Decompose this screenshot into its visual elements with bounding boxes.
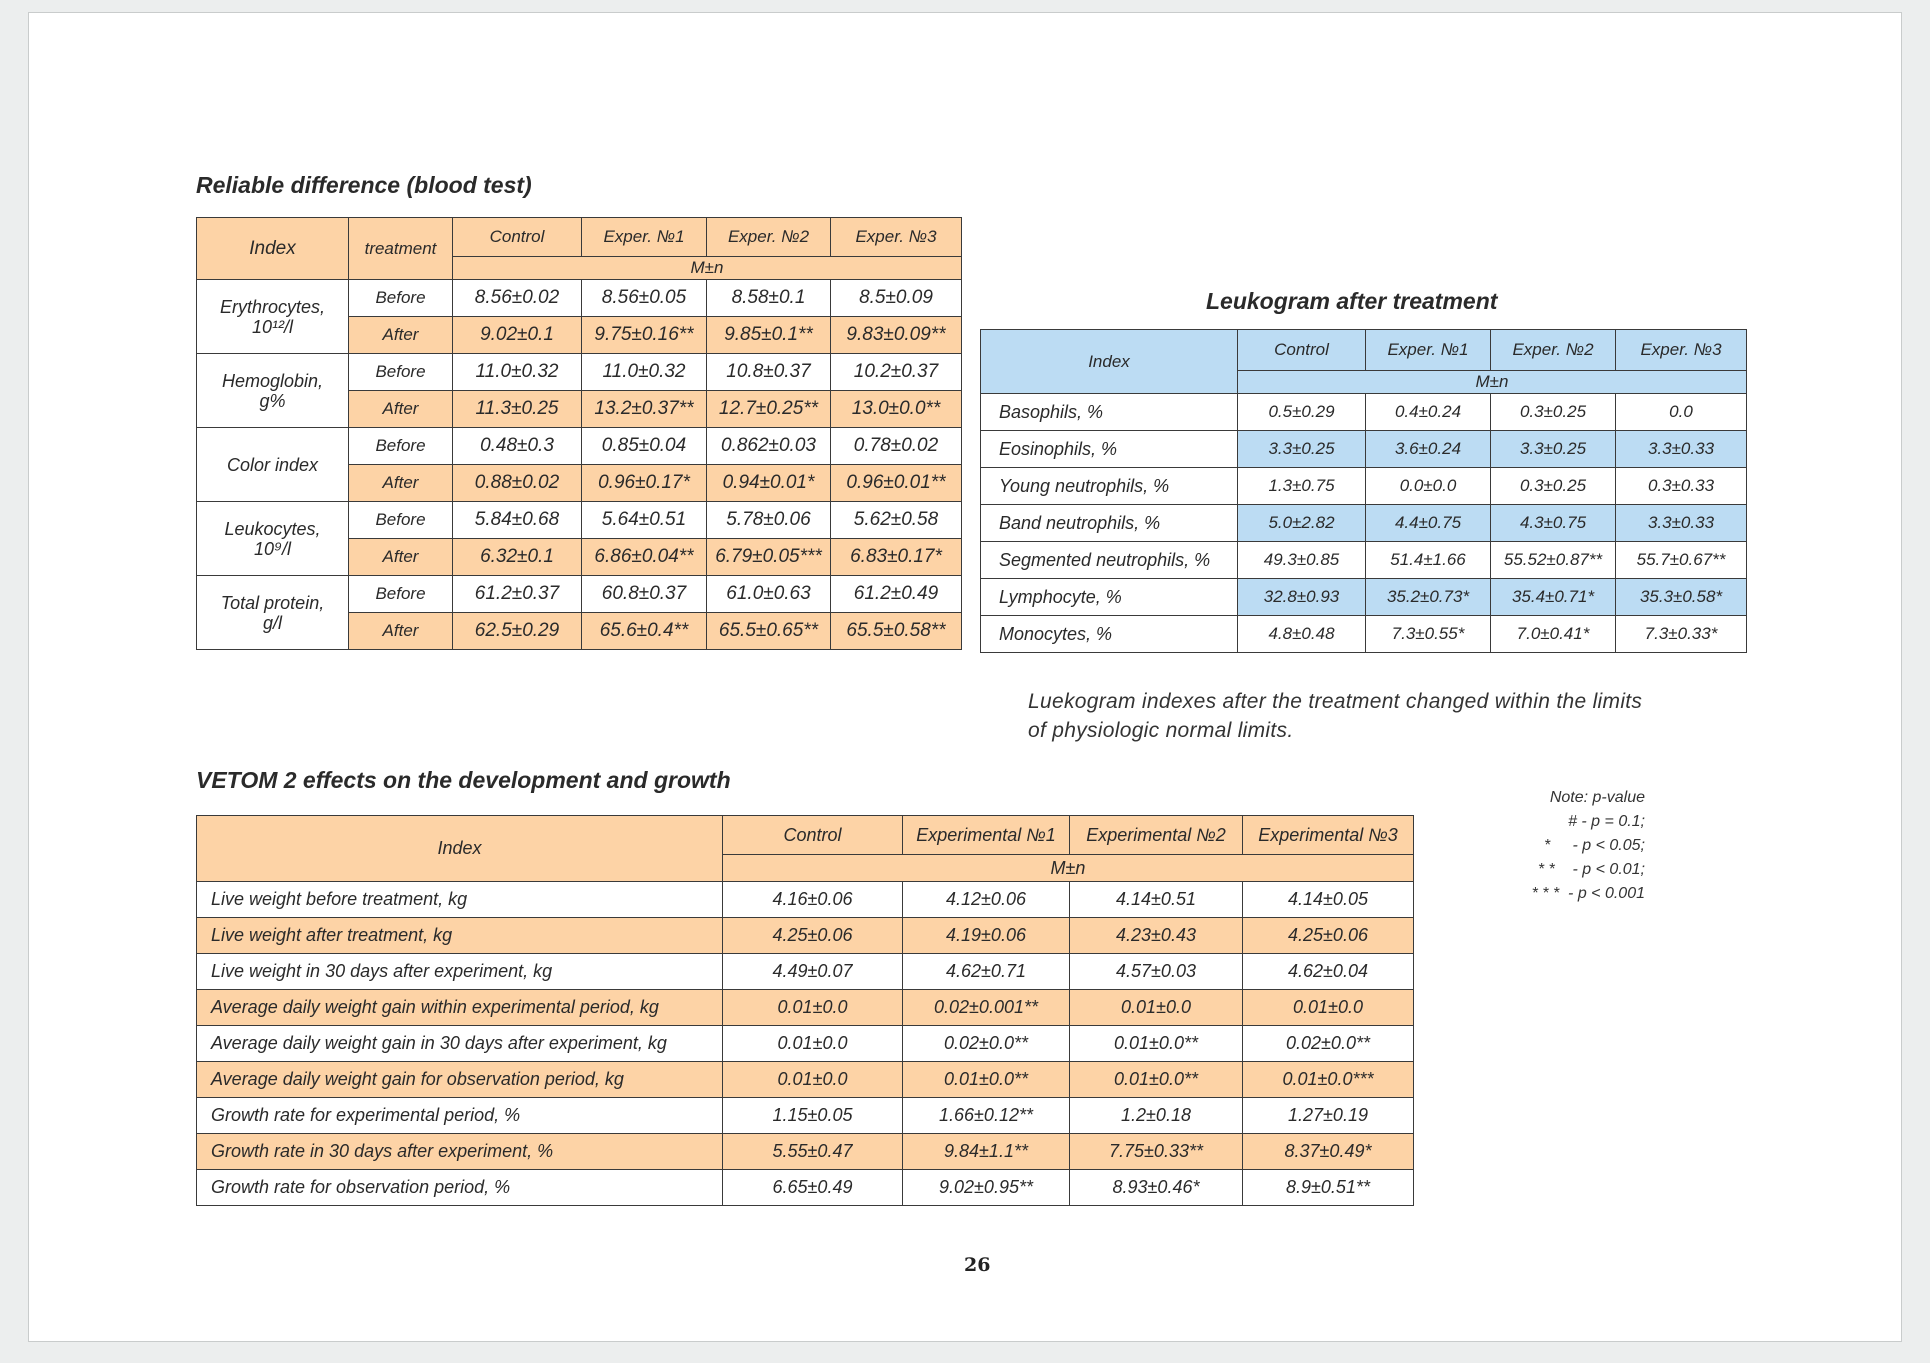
value-cell: 0.01±0.0 [723, 1062, 903, 1098]
leuko-row [981, 616, 1747, 653]
index-label-line: Hemoglobin, [221, 370, 324, 391]
value-cell: 1.3±0.75 [1238, 468, 1366, 505]
value-cell: 0.78±0.02 [831, 428, 962, 465]
value-cell: 12.7±0.25** [707, 391, 831, 428]
leuko-header-row [981, 330, 1747, 371]
row-label: Lymphocyte, % [981, 579, 1238, 616]
value-cell: 61.0±0.63 [707, 576, 831, 613]
treatment-before: Before [349, 502, 453, 539]
value-cell: 11.3±0.25 [453, 391, 582, 428]
value-cell: 6.65±0.49 [723, 1170, 903, 1206]
value-cell: 5.64±0.51 [582, 502, 707, 539]
treatment-before: Before [349, 576, 453, 613]
value-cell: 0.01±0.0 [1243, 990, 1414, 1026]
value-cell: 3.6±0.24 [1366, 431, 1491, 468]
treatment-after: After [349, 465, 453, 502]
treatment-after: After [349, 539, 453, 576]
value-cell: 9.84±1.1** [903, 1134, 1070, 1170]
value-cell: 4.62±0.04 [1243, 954, 1414, 990]
header-col: Control [1238, 330, 1366, 371]
value-cell: 65.5±0.58** [831, 613, 962, 650]
note-line: # - p = 0.1; [1568, 813, 1645, 830]
value-cell: 6.86±0.04** [582, 539, 707, 576]
value-cell: 0.96±0.17* [582, 465, 707, 502]
blood-header-row [197, 218, 962, 257]
treatment-after: After [349, 391, 453, 428]
value-cell: 62.5±0.29 [453, 613, 582, 650]
row-index-label [197, 428, 349, 502]
value-cell: 9.02±0.1 [453, 317, 582, 354]
value-cell: 4.19±0.06 [903, 918, 1070, 954]
value-cell: 1.27±0.19 [1243, 1098, 1414, 1134]
leuko-row [981, 394, 1747, 431]
header-col: Exper. №2 [1491, 330, 1616, 371]
blood-row-before [197, 354, 962, 391]
value-cell: 6.83±0.17* [831, 539, 962, 576]
value-cell: 3.3±0.25 [1491, 431, 1616, 468]
leuko-row [981, 542, 1747, 579]
vetom-row [197, 1098, 1414, 1134]
value-cell: 32.8±0.93 [1238, 579, 1366, 616]
row-label: Growth rate for observation period, % [197, 1170, 723, 1206]
value-cell: 4.14±0.51 [1070, 882, 1243, 918]
index-label-line: g/l [262, 612, 282, 633]
index-label-line: Erythrocytes, [219, 296, 326, 317]
leuko-row [981, 468, 1747, 505]
value-cell: 0.88±0.02 [453, 465, 582, 502]
leuko-row [981, 505, 1747, 542]
blood-row-before [197, 576, 962, 613]
value-cell: 0.5±0.29 [1238, 394, 1366, 431]
value-cell: 4.8±0.48 [1238, 616, 1366, 653]
vetom-row [197, 1134, 1414, 1170]
value-cell: 6.32±0.1 [453, 539, 582, 576]
value-cell: 0.01±0.0** [1070, 1026, 1243, 1062]
row-index-label [197, 576, 349, 650]
value-cell: 1.15±0.05 [723, 1098, 903, 1134]
header-unit: M±n [723, 855, 1414, 882]
value-cell: 0.48±0.3 [453, 428, 582, 465]
value-cell: 11.0±0.32 [453, 354, 582, 391]
value-cell: 0.01±0.0** [1070, 1062, 1243, 1098]
index-label-line: Leukocytes, [224, 518, 321, 539]
note-line: * - p < 0.05; [1544, 837, 1645, 854]
value-cell: 8.56±0.05 [582, 280, 707, 317]
index-label-line: Total protein, [220, 592, 325, 613]
value-cell: 7.3±0.33* [1616, 616, 1747, 653]
row-label: Live weight in 30 days after experiment, kg [197, 954, 723, 990]
value-cell: 8.5±0.09 [831, 280, 962, 317]
blood-row-before [197, 280, 962, 317]
header-index: Index [981, 330, 1238, 394]
value-cell: 10.2±0.37 [831, 354, 962, 391]
value-cell: 0.01±0.0*** [1243, 1062, 1414, 1098]
paragraph-line: Luekogram indexes after the treatment changed within the limits [1028, 690, 1643, 713]
note-line: Note: p-value [1549, 789, 1645, 806]
value-cell: 8.56±0.02 [453, 280, 582, 317]
row-label: Young neutrophils, % [981, 468, 1238, 505]
header-col: Exper. №3 [1616, 330, 1747, 371]
leuko-row [981, 431, 1747, 468]
value-cell: 35.3±0.58* [1616, 579, 1747, 616]
value-cell: 5.84±0.68 [453, 502, 582, 539]
value-cell: 0.01±0.0 [723, 1026, 903, 1062]
blood-row-before [197, 502, 962, 539]
value-cell: 5.62±0.58 [831, 502, 962, 539]
header-unit: M±n [1238, 371, 1747, 394]
row-label: Eosinophils, % [981, 431, 1238, 468]
value-cell: 65.6±0.4** [582, 613, 707, 650]
header-col: Exper. №1 [1366, 330, 1491, 371]
leukogram-summary-paragraph [1028, 687, 1642, 745]
vetom-row [197, 990, 1414, 1026]
vetom-growth-table [196, 815, 1414, 1206]
row-label: Monocytes, % [981, 616, 1238, 653]
value-cell: 7.75±0.33** [1070, 1134, 1243, 1170]
blood-table-title: Reliable difference (blood test) [196, 172, 532, 198]
value-cell: 0.3±0.33 [1616, 468, 1747, 505]
value-cell: 61.2±0.37 [453, 576, 582, 613]
header-index: Index [197, 218, 349, 280]
value-cell: 5.0±2.82 [1238, 505, 1366, 542]
value-cell: 8.58±0.1 [707, 280, 831, 317]
treatment-after: After [349, 317, 453, 354]
value-cell: 3.3±0.33 [1616, 431, 1747, 468]
value-cell: 9.75±0.16** [582, 317, 707, 354]
index-label-line: Color index [226, 454, 319, 475]
value-cell: 60.8±0.37 [582, 576, 707, 613]
vetom-row [197, 918, 1414, 954]
value-cell: 0.02±0.0** [1243, 1026, 1414, 1062]
value-cell: 4.12±0.06 [903, 882, 1070, 918]
header-col: Exper. №2 [707, 218, 831, 257]
value-cell: 8.9±0.51** [1243, 1170, 1414, 1206]
value-cell: 0.85±0.04 [582, 428, 707, 465]
value-cell: 0.0 [1616, 394, 1747, 431]
treatment-before: Before [349, 354, 453, 391]
vetom-table-title: VETOM 2 effects on the development and growth [196, 767, 731, 793]
leukogram-table-title: Leukogram after treatment [1206, 288, 1498, 314]
row-label: Live weight after treatment, kg [197, 918, 723, 954]
treatment-before: Before [349, 428, 453, 465]
header-col: Control [453, 218, 582, 257]
value-cell: 6.79±0.05*** [707, 539, 831, 576]
header-col: Exper. №1 [582, 218, 707, 257]
leukogram-table [980, 329, 1747, 653]
header-treatment: treatment [349, 218, 453, 280]
note-line: * * * - p < 0.001 [1531, 885, 1645, 902]
value-cell: 65.5±0.65** [707, 613, 831, 650]
vetom-row [197, 1062, 1414, 1098]
value-cell: 0.01±0.0** [903, 1062, 1070, 1098]
value-cell: 4.57±0.03 [1070, 954, 1243, 990]
vetom-header-row [197, 816, 1414, 855]
value-cell: 0.96±0.01** [831, 465, 962, 502]
blood-row-before [197, 428, 962, 465]
value-cell: 0.862±0.03 [707, 428, 831, 465]
row-label: Average daily weight gain in 30 days after experiment, kg [197, 1026, 723, 1062]
header-col: Experimental №2 [1070, 816, 1243, 855]
value-cell: 49.3±0.85 [1238, 542, 1366, 579]
value-cell: 13.0±0.0** [831, 391, 962, 428]
index-label-line: 10⁹/l [253, 538, 292, 559]
value-cell: 0.01±0.0 [723, 990, 903, 1026]
row-index-label [197, 280, 349, 354]
vetom-row [197, 882, 1414, 918]
row-label: Basophils, % [981, 394, 1238, 431]
value-cell: 0.0±0.0 [1366, 468, 1491, 505]
value-cell: 5.55±0.47 [723, 1134, 903, 1170]
header-unit: M±n [453, 257, 962, 280]
value-cell: 7.0±0.41* [1491, 616, 1616, 653]
value-cell: 1.2±0.18 [1070, 1098, 1243, 1134]
blood-test-table [196, 217, 962, 650]
value-cell: 61.2±0.49 [831, 576, 962, 613]
row-index-label [197, 502, 349, 576]
value-cell: 9.02±0.95** [903, 1170, 1070, 1206]
value-cell: 10.8±0.37 [707, 354, 831, 391]
value-cell: 35.4±0.71* [1491, 579, 1616, 616]
value-cell: 0.02±0.001** [903, 990, 1070, 1026]
value-cell: 3.3±0.33 [1616, 505, 1747, 542]
row-label: Average daily weight gain for observation period, kg [197, 1062, 723, 1098]
value-cell: 4.3±0.75 [1491, 505, 1616, 542]
page-number: 26 [964, 1254, 991, 1276]
value-cell: 0.3±0.25 [1491, 468, 1616, 505]
value-cell: 51.4±1.66 [1366, 542, 1491, 579]
value-cell: 0.4±0.24 [1366, 394, 1491, 431]
value-cell: 8.37±0.49* [1243, 1134, 1414, 1170]
value-cell: 4.25±0.06 [1243, 918, 1414, 954]
vetom-row [197, 954, 1414, 990]
row-label: Growth rate in 30 days after experiment, % [197, 1134, 723, 1170]
paragraph-line: of physiologic normal limits. [1028, 719, 1294, 742]
value-cell: 4.49±0.07 [723, 954, 903, 990]
row-label: Segmented neutrophils, % [981, 542, 1238, 579]
value-cell: 9.83±0.09** [831, 317, 962, 354]
value-cell: 35.2±0.73* [1366, 579, 1491, 616]
treatment-after: After [349, 613, 453, 650]
index-label-line: g% [259, 390, 286, 411]
value-cell: 4.14±0.05 [1243, 882, 1414, 918]
header-col: Experimental №3 [1243, 816, 1414, 855]
note-line: * * - p < 0.01; [1537, 861, 1645, 878]
value-cell: 4.62±0.71 [903, 954, 1070, 990]
value-cell: 0.02±0.0** [903, 1026, 1070, 1062]
row-label: Live weight before treatment, kg [197, 882, 723, 918]
p-value-note [1450, 786, 1645, 906]
index-label-line: 10¹²/l [251, 316, 293, 337]
value-cell: 4.16±0.06 [723, 882, 903, 918]
vetom-row [197, 1170, 1414, 1206]
value-cell: 55.7±0.67** [1616, 542, 1747, 579]
header-col: Control [723, 816, 903, 855]
value-cell: 11.0±0.32 [582, 354, 707, 391]
value-cell: 4.4±0.75 [1366, 505, 1491, 542]
row-index-label [197, 354, 349, 428]
value-cell: 0.94±0.01* [707, 465, 831, 502]
treatment-before: Before [349, 280, 453, 317]
vetom-row [197, 1026, 1414, 1062]
value-cell: 1.66±0.12** [903, 1098, 1070, 1134]
value-cell: 4.23±0.43 [1070, 918, 1243, 954]
value-cell: 0.01±0.0 [1070, 990, 1243, 1026]
value-cell: 9.85±0.1** [707, 317, 831, 354]
value-cell: 4.25±0.06 [723, 918, 903, 954]
row-label: Growth rate for experimental period, % [197, 1098, 723, 1134]
value-cell: 7.3±0.55* [1366, 616, 1491, 653]
value-cell: 55.52±0.87** [1491, 542, 1616, 579]
value-cell: 3.3±0.25 [1238, 431, 1366, 468]
row-label: Average daily weight gain within experimental period, kg [197, 990, 723, 1026]
value-cell: 13.2±0.37** [582, 391, 707, 428]
header-col: Exper. №3 [831, 218, 962, 257]
leuko-row [981, 579, 1747, 616]
value-cell: 8.93±0.46* [1070, 1170, 1243, 1206]
header-index: Index [197, 816, 723, 882]
value-cell: 5.78±0.06 [707, 502, 831, 539]
value-cell: 0.3±0.25 [1491, 394, 1616, 431]
header-col: Experimental №1 [903, 816, 1070, 855]
row-label: Band neutrophils, % [981, 505, 1238, 542]
